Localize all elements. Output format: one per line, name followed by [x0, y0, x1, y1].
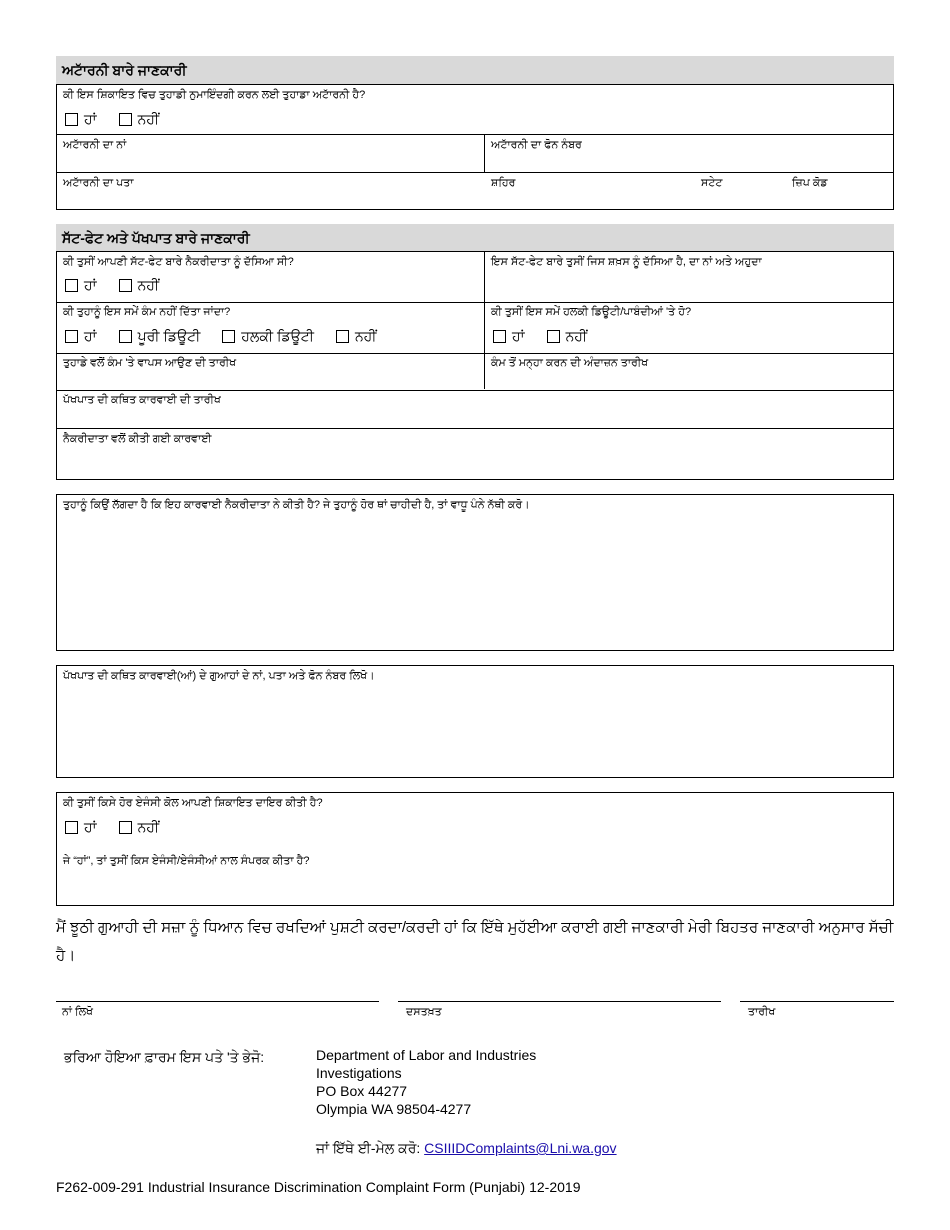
attorney-yes-checkbox[interactable]: [65, 111, 97, 128]
attorney-phone-label: ਅਟਾੱਰਨੀ ਦਾ ਫੋਨ ਨੰਬਰ: [491, 139, 582, 151]
not-working-cell: [57, 303, 484, 353]
attorney-question: ਕੀ ਇਸ ਸ਼ਿਕਾਇਤ ਵਿਚ ਤੁਹਾਡੀ ਨੁਮਾਇੰਦਗੀ ਕਰਨ ਲਈ ਤੁਹਾਡਾ ਅਟਾੱਰਨੀ ਹੈ?: [63, 89, 366, 101]
agency-no-checkbox[interactable]: [119, 819, 160, 836]
attorney-section-header: ਅਟਾੱਰਨੀ ਬਾਰੇ ਜਾਣਕਾਰੀ: [56, 56, 894, 84]
injury-section-header: ਸੱਟ-ਫੇਟ ਅਤੇ ਪੱਖਪਾਤ ਬਾਰੇ ਜਾਣਕਾਰੀ: [56, 224, 894, 252]
reported-injury-cell: [57, 252, 484, 302]
email-link[interactable]: CSIIIDComplaints@Lni.wa.gov: [424, 1140, 617, 1156]
employer-action-label: ਨੈਕਰੀਦਾਤਾ ਵਲੋਂ ਕੀਤੀ ਗਈ ਕਾਰਵਾਈ: [63, 433, 212, 445]
refusal-date-field[interactable]: [485, 354, 893, 389]
yes-label: ਹਾਂ: [512, 328, 525, 344]
signature-label: ਦਸਤਖ਼ਤ: [406, 1006, 442, 1018]
checkbox-square-icon: [119, 113, 132, 126]
light-duty-choice-row: [493, 328, 609, 345]
duty-choice-row: [65, 328, 399, 345]
checkbox-square-icon: [65, 330, 78, 343]
attorney-state-label: ਸਟੇਟ: [701, 177, 723, 189]
return-date-field[interactable]: [57, 354, 484, 389]
reported-person-field[interactable]: [485, 252, 893, 302]
certification-statement: ਮੈਂ ਝੂਠੀ ਗੁਆਹੀ ਦੀ ਸਜ਼ਾ ਨੂੰ ਧਿਆਨ ਵਿਚ ਰਖਦਿਆਂ ਪੁਸ਼ਟੀ ਕਰਦਾ/ਕਰਦੀ ਹਾਂ ਕਿ ਇੱਥੇ ਮੁਹੱਈਆ ਕਰਾਈ ਗਈ ਜਾਣਕਾਰੀ ਮੇਰੀ ਬਿਹਤਰ ਜਾਣਕਾਰੀ ਅਨੁਸਾਰ ਸੱਚੀ ਹੈ।: [56, 919, 894, 964]
witness-label: ਪੱਖਪਾਤ ਦੀ ਕਥਿਤ ਕਾਰਵਾਈ(ਆਂ) ਦੇ ਗੁਆਹਾਂ ਦੇ ਨਾਂ, ਪਤਾ ਅਤੇ ਫੋਨ ਨੰਬਰ ਲਿਖੋ।: [63, 670, 375, 682]
send-form-label: ਭਰਿਆ ਹੋਇਆ ਫ਼ਾਰਮ ਇਸ ਪਤੇ 'ਤੇ ਭੇਜੋ:: [64, 1049, 265, 1065]
full-duty-label: ਪੂਰੀ ਡਿਊਟੀ: [137, 328, 201, 344]
light-duty-question: ਕੀ ਤੁਸੀਂ ਇਸ ਸਮੇਂ ਹਲਕੀ ਡਿਊਟੀ/ਪਾਬੰਦੀਆਂ 'ਤੇ ਹੋ?: [491, 306, 692, 318]
reported-injury-question: ਕੀ ਤੁਸੀਂ ਆਪਣੀ ਸੱਟ-ਫੇਟ ਬਾਰੇ ਨੈਕਰੀਦਾਤਾ ਨੂੰ ਦੱਸਿਆ ਸੀ?: [63, 256, 294, 268]
attorney-address-field[interactable]: [57, 173, 893, 209]
mailing-address: [316, 1046, 536, 1118]
attorney-no-checkbox[interactable]: [119, 111, 160, 128]
witness-textarea[interactable]: [56, 665, 894, 778]
address-line-1: Department of Labor and Industries: [316, 1047, 537, 1063]
reported-yes-checkbox[interactable]: [65, 277, 97, 294]
not-working-yes-checkbox[interactable]: [65, 328, 97, 345]
agency-yes-checkbox[interactable]: [65, 819, 97, 836]
no-label: ਨਹੀਂ: [137, 819, 160, 835]
address-line-4: Olympia WA 98504-4277: [316, 1101, 472, 1117]
checkbox-square-icon: [493, 330, 506, 343]
reported-choice-row: [65, 277, 181, 294]
print-name-line[interactable]: [56, 1001, 379, 1002]
form-footer: F262-009-291 Industrial Insurance Discrimination Complaint Form (Punjabi) 12-2019: [56, 1179, 581, 1195]
checkbox-square-icon: [65, 113, 78, 126]
full-duty-checkbox[interactable]: [119, 328, 201, 345]
which-agency-input[interactable]: [57, 869, 893, 905]
light-duty-yes-checkbox[interactable]: [493, 328, 525, 345]
attorney-table: [56, 84, 894, 210]
no-label: ਨਹੀਂ: [565, 328, 588, 344]
agency-choice-row: [65, 819, 181, 836]
attorney-address-label: ਅਟਾੱਰਨੀ ਦਾ ਪਤਾ: [63, 177, 134, 189]
checkbox-square-icon: [547, 330, 560, 343]
discrimination-date-label: ਪੱਖਪਾਤ ਦੀ ਕਥਿਤ ਕਾਰਵਾਈ ਦੀ ਤਾਰੀਖ: [63, 394, 221, 406]
email-row: [316, 1139, 617, 1157]
other-agency-question: ਕੀ ਤੁਸੀਂ ਕਿਸੇ ਹੋਰ ਏਜੰਸੀ ਕੋਲ ਆਪਣੀ ਸ਼ਿਕਾਇਤ ਦਾਇਰ ਕੀਤੀ ਹੈ?: [63, 797, 323, 809]
no-label: ਨਹੀਂ: [137, 277, 160, 293]
yes-label: ਹਾਂ: [84, 111, 97, 127]
other-agency-box: [56, 792, 894, 906]
refusal-date-label: ਕੰਮ ਤੋਂ ਮਨ੍ਹਾ ਕਰਨ ਦੀ ਅੰਦਾਜ਼ਨ ਤਾਰੀਖ: [491, 357, 649, 369]
injury-table: [56, 251, 894, 480]
light-duty-label: ਹਲਕੀ ਡਿਊਟੀ: [241, 328, 314, 344]
checkbox-square-icon: [222, 330, 235, 343]
attorney-city-label: ਸ਼ਹਿਰ: [491, 177, 516, 189]
which-agency-label: ਜੇ “ਹਾਂ”, ਤਾਂ ਤੁਸੀਂ ਕਿਸ ਏਜੰਸੀ/ਏਜੰਸੀਆਂ ਨਾਲ ਸੰਪਰਕ ਕੀਤਾ ਹੈ?: [63, 855, 310, 867]
reported-person-label: ਇਸ ਸੱਟ-ਫੇਟ ਬਾਰੇ ਤੁਸੀਂ ਜਿਸ ਸ਼ਖ਼ਸ ਨੂੰ ਦੱਸਿਆ ਹੈ, ਦਾ ਨਾਂ ਅਤੇ ਅਹੁਦਾ: [491, 256, 762, 268]
discrimination-date-field[interactable]: [57, 391, 893, 428]
checkbox-square-icon: [65, 821, 78, 834]
yes-label: ਹਾਂ: [84, 819, 97, 835]
checkbox-square-icon: [119, 821, 132, 834]
light-duty-cell: [485, 303, 893, 353]
email-label: ਜਾਂ ਇੱਥੇ ਈ-ਮੇਲ ਕਰੋ:: [316, 1140, 421, 1156]
why-employer-label: ਤੁਹਾਨੂੰ ਕਿਉਂ ਲੱਗਦਾ ਹੈ ਕਿ ਇਹ ਕਾਰਵਾਈ ਨੈਕਰੀਦਾਤਾ ਨੇ ਕੀਤੀ ਹੈ? ਜੇ ਤੁਹਾਨੂੰ ਹੋਰ ਥਾਂ ਚਾਹੀਦੀ ਹੈ, ਤਾਂ ਵਾਧੂ ਪੰਨੇ ਨੱਥੀ ਕਰੋ।: [63, 499, 530, 511]
light-duty-checkbox[interactable]: [222, 328, 314, 345]
checkbox-square-icon: [119, 330, 132, 343]
signature-line[interactable]: [398, 1001, 721, 1002]
light-duty-no-checkbox[interactable]: [547, 328, 588, 345]
attorney-choice-row: [65, 111, 181, 128]
address-line-2: Investigations: [316, 1065, 402, 1081]
date-line[interactable]: [740, 1001, 894, 1002]
employer-action-field[interactable]: [57, 429, 893, 479]
checkbox-square-icon: [119, 279, 132, 292]
attorney-name-field[interactable]: [57, 135, 484, 172]
address-line-3: PO Box 44277: [316, 1083, 408, 1099]
not-working-question: ਕੀ ਤੁਹਾਨੂੰ ਇਸ ਸਮੇਂ ਕੰਮ ਨਹੀਂ ਦਿੱਤਾ ਜਾਂਦਾ?: [63, 306, 231, 318]
attorney-phone-field[interactable]: [485, 135, 893, 172]
no-label: ਨਹੀਂ: [354, 328, 377, 344]
why-employer-textarea[interactable]: [56, 494, 894, 651]
not-working-no-checkbox[interactable]: [336, 328, 377, 345]
checkbox-square-icon: [65, 279, 78, 292]
reported-no-checkbox[interactable]: [119, 277, 160, 294]
print-name-label: ਨਾਂ ਲਿਖੋ: [62, 1006, 93, 1018]
no-label: ਨਹੀਂ: [137, 111, 160, 127]
return-date-label: ਤੁਹਾਡੇ ਵਲੋਂ ਕੰਮ 'ਤੇ ਵਾਪਸ ਆਉਣ ਦੀ ਤਾਰੀਖ: [63, 357, 237, 369]
attorney-name-label: ਅਟਾੱਰਨੀ ਦਾ ਨਾਂ: [63, 139, 127, 151]
attorney-zip-label: ਜ਼ਿਪ ਕੋਡ: [792, 177, 828, 189]
date-label: ਤਾਰੀਖ: [748, 1006, 776, 1018]
checkbox-square-icon: [336, 330, 349, 343]
yes-label: ਹਾਂ: [84, 328, 97, 344]
yes-label: ਹਾਂ: [84, 277, 97, 293]
